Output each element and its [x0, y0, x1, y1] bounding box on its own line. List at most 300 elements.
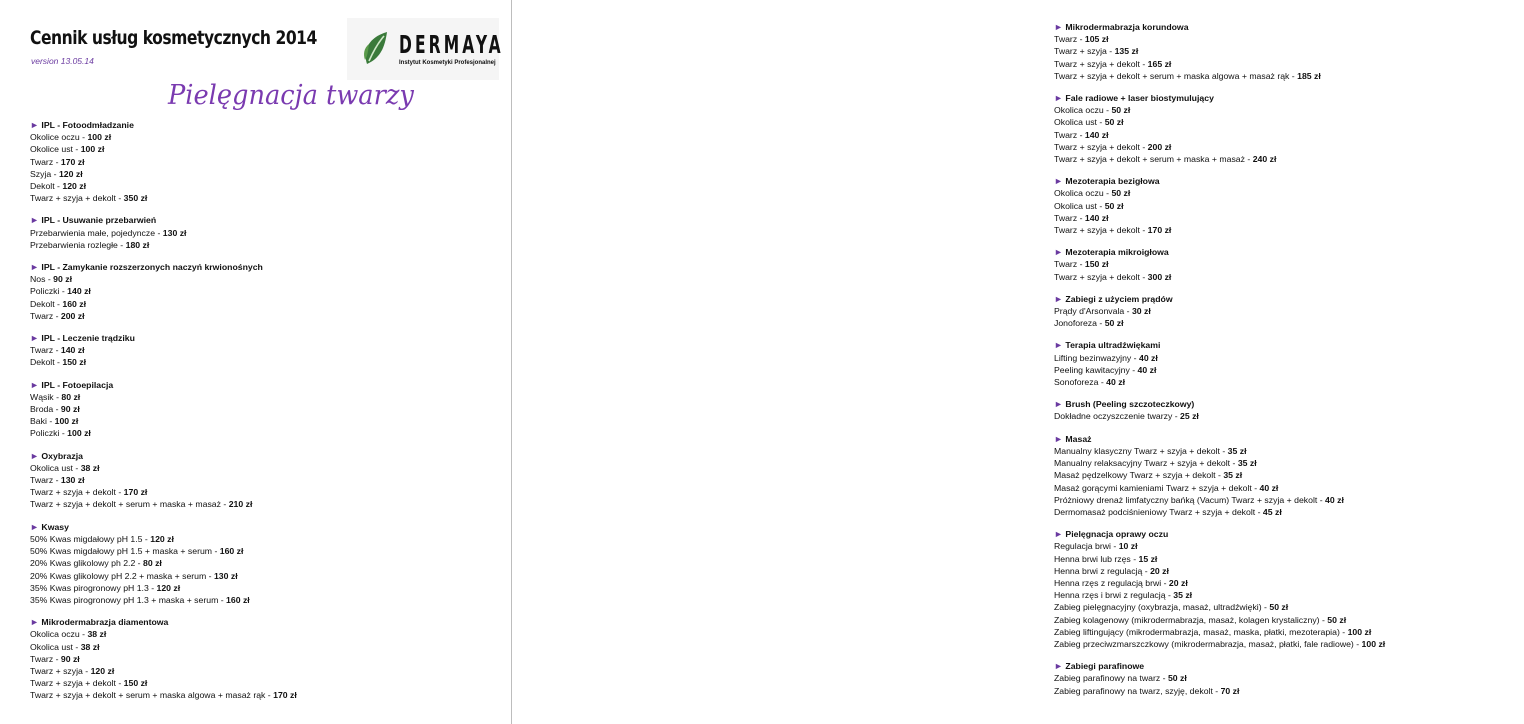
price-item [1054, 116, 1524, 128]
price-item [1054, 271, 1524, 283]
service-price: 90 zł [53, 274, 73, 285]
price-item [1054, 589, 1524, 601]
service-price: 105 zł [1084, 34, 1109, 45]
service-price: 40 zł [1138, 352, 1158, 363]
section-title-text: IPL - Leczenie trądziku [41, 333, 135, 344]
price-section [1054, 21, 1524, 82]
price-section [1054, 175, 1524, 236]
price-item [30, 356, 500, 368]
price-item [1054, 200, 1524, 212]
service-price: 50 zł [1104, 318, 1124, 329]
service-name: Twarz - [30, 475, 61, 486]
service-price: 200 zł [1147, 141, 1172, 152]
triangle-right-icon: ► [30, 521, 42, 532]
service-name: Wąsik - [30, 391, 62, 402]
price-item [30, 344, 500, 356]
section-title-text: IPL - Fotoepilacja [41, 379, 114, 390]
triangle-right-icon: ► [1054, 176, 1066, 187]
service-price: 40 zł [1137, 364, 1157, 375]
price-item [30, 545, 500, 557]
service-price: 25 zł [1180, 411, 1199, 422]
service-name: Twarz + szyja + dekolt - [1054, 225, 1148, 236]
price-item [30, 628, 500, 640]
section-title-text: IPL - Zamykanie rozszerzonych naczyń krwionośnych [41, 262, 263, 273]
service-price: 40 zł [1106, 377, 1125, 388]
price-section [1054, 293, 1524, 330]
price-item [1054, 224, 1524, 236]
service-price: 140 zł [60, 345, 85, 356]
price-item [1054, 317, 1524, 329]
service-price: 170 zł [1147, 225, 1172, 236]
section-title [1054, 398, 1524, 410]
service-name: Okolice oczu - [30, 132, 88, 143]
service-price: 38 zł [80, 462, 100, 473]
leaf-icon [361, 30, 391, 66]
triangle-right-icon: ► [30, 450, 42, 461]
service-name: Dermomasaż podciśnieniowy Twarz + szyja + dekolt - [1054, 506, 1263, 517]
price-section [1054, 398, 1524, 422]
service-name: Dokładne oczyszczenie twarzy - [1054, 411, 1181, 422]
service-price: 80 zł [61, 391, 81, 402]
triangle-right-icon: ► [30, 215, 42, 226]
service-price: 50 zł [1111, 188, 1131, 199]
service-name: Masaż gorącymi kamieniami Twarz + szyja + dekolt - [1054, 482, 1260, 493]
service-name: Dekolt - [30, 181, 63, 192]
service-price: 40 zł [1325, 494, 1344, 505]
price-item [30, 498, 500, 510]
dermaya-logo [347, 18, 504, 80]
service-price: 160 zł [219, 546, 244, 557]
price-section [30, 521, 500, 606]
service-price: 135 zł [1114, 46, 1139, 57]
service-name: Twarz - [30, 653, 61, 664]
service-name: Twarz - [30, 156, 61, 167]
price-item [30, 180, 500, 192]
service-name: 50% Kwas migdałowy pH 1.5 - [30, 533, 151, 544]
service-price: 35 zł [1173, 590, 1193, 601]
price-item [30, 486, 500, 498]
service-price: 165 zł [1147, 58, 1172, 69]
section-title [30, 261, 500, 273]
price-item [1054, 626, 1524, 638]
service-price: 130 zł [213, 570, 238, 581]
price-section [30, 332, 500, 369]
service-price: 50 zł [1327, 614, 1347, 625]
price-item [1054, 445, 1524, 457]
price-item [30, 557, 500, 569]
price-section [30, 119, 500, 204]
service-name: Twarz + szyja + dekolt - [1054, 141, 1148, 152]
price-section [1054, 528, 1524, 650]
price-item [30, 462, 500, 474]
service-name: Okolica ust - [1054, 117, 1105, 128]
service-name: Twarz + szyja + dekolt + serum + maska algowa + masaż rąk - [1054, 70, 1298, 81]
price-item [1054, 577, 1524, 589]
section-title-text: Kwasy [41, 521, 69, 532]
price-item [30, 310, 500, 322]
price-item [30, 533, 500, 545]
price-item [1054, 553, 1524, 565]
service-name: Twarz + szyja + dekolt + serum + maska + masaż - [1054, 154, 1253, 165]
price-item [30, 582, 500, 594]
service-price: 240 zł [1252, 154, 1277, 165]
service-name: Twarz + szyja + dekolt - [1054, 271, 1148, 282]
service-name: Regulacja brwi - [1054, 541, 1119, 552]
service-price: 120 zł [58, 168, 83, 179]
service-name: Okolica ust - [1054, 200, 1105, 211]
section-title [30, 521, 500, 533]
section-title-text: Mikrodermabrazja korundowa [1065, 22, 1189, 32]
service-price: 160 zł [62, 298, 87, 309]
service-price: 120 zł [156, 582, 181, 593]
service-name: Broda - [30, 404, 61, 415]
service-price: 30 zł [1131, 306, 1151, 317]
service-price: 50 zł [1104, 117, 1124, 128]
right-price-column [1054, 21, 1524, 707]
service-price: 40 zł [1259, 482, 1279, 493]
section-title [1054, 660, 1524, 672]
triangle-right-icon: ► [1054, 433, 1066, 444]
service-price: 130 zł [162, 227, 187, 238]
price-item [30, 298, 500, 310]
price-item [1054, 469, 1524, 481]
price-item [30, 474, 500, 486]
service-price: 100 zł [67, 428, 91, 439]
service-name: Twarz + szyja + dekolt - [30, 487, 124, 498]
service-price: 20 zł [1150, 565, 1169, 576]
service-name: Twarz + szyja + dekolt - [1054, 58, 1148, 69]
triangle-right-icon: ► [1054, 529, 1066, 540]
price-item [1054, 506, 1524, 518]
section-title [1054, 339, 1524, 351]
service-price: 50 zł [1111, 105, 1131, 116]
service-name: Twarz - [1054, 212, 1085, 223]
section-title [30, 616, 500, 628]
triangle-right-icon: ► [1054, 247, 1066, 258]
service-name: Twarz - [30, 345, 61, 356]
triangle-right-icon: ► [1054, 93, 1066, 104]
price-item [1054, 614, 1524, 626]
price-item [1054, 376, 1524, 388]
section-title-text: Terapia ultradźwiękami [1065, 340, 1161, 351]
service-price: 100 zł [54, 416, 79, 427]
section-title [1054, 175, 1524, 187]
section-title-text: Masaż [1065, 433, 1092, 444]
price-item [30, 285, 500, 297]
section-title [30, 214, 500, 226]
service-name: Henna brwi z regulacją - [1054, 565, 1151, 576]
price-item [1054, 305, 1524, 317]
service-name: Twarz - [1054, 34, 1085, 45]
service-name: Okolica ust - [30, 641, 81, 652]
service-name: Próżniowy drenaż limfatyczny bańką (Vacum) Twarz + szyja + dekolt - [1054, 494, 1326, 505]
service-price: 120 zł [62, 181, 87, 192]
triangle-right-icon: ► [1054, 399, 1066, 410]
price-item [1054, 601, 1524, 613]
service-price: 10 zł [1118, 541, 1138, 552]
price-item [1054, 410, 1524, 422]
service-price: 100 zł [87, 132, 112, 143]
service-price: 100 zł [1361, 638, 1386, 649]
service-name: Zabieg parafinowy na twarz, szyję, dekolt - [1054, 685, 1221, 696]
service-price: 300 zł [1147, 271, 1172, 282]
section-title [1054, 246, 1524, 258]
service-name: Okolica oczu - [30, 629, 88, 640]
price-item [30, 391, 500, 403]
service-price: 50 zł [1167, 673, 1187, 684]
service-price: 170 zł [60, 156, 85, 167]
service-price: 140 zł [1084, 129, 1109, 140]
price-item [1054, 565, 1524, 577]
price-item [30, 156, 500, 168]
price-item [1054, 364, 1524, 376]
section-title [30, 332, 500, 344]
service-name: Zabieg parafinowy na twarz - [1054, 673, 1168, 684]
triangle-right-icon: ► [30, 120, 42, 130]
service-price: 38 zł [87, 629, 107, 640]
service-price: 50 zł [1269, 602, 1289, 613]
service-price: 35 zł [1223, 470, 1243, 481]
service-price: 150 zł [1084, 259, 1109, 270]
service-price: 210 zł [228, 499, 253, 510]
service-price: 90 zł [60, 653, 80, 664]
price-item [30, 239, 500, 251]
price-item [30, 273, 500, 285]
service-name: Twarz + szyja + dekolt - [30, 678, 124, 689]
price-section [30, 450, 500, 511]
service-name: Masaż pędzelkowy Twarz + szyja + dekolt - [1054, 470, 1224, 481]
left-page [0, 0, 511, 724]
service-name: Okolica oczu - [1054, 105, 1112, 116]
section-title-text: Zabiegi z użyciem prądów [1065, 293, 1173, 304]
section-title-text: Pielęgnacja oprawy oczu [1065, 529, 1169, 540]
price-item [30, 641, 500, 653]
section-title [30, 119, 500, 131]
price-item [1054, 482, 1524, 494]
service-name: Okolica ust - [30, 462, 81, 473]
section-title-text: Oxybrazja [41, 450, 83, 461]
price-item [30, 403, 500, 415]
service-name: Policzki - [30, 428, 68, 439]
service-price: 45 zł [1262, 506, 1282, 517]
service-name: Zabieg liftingujący (mikrodermabrazja, masaż, maska, płatki, mezoterapia) - [1054, 626, 1348, 637]
service-name: Twarz + szyja + dekolt - [30, 193, 124, 204]
service-name: Nos - [30, 274, 54, 285]
service-name: Twarz + szyja + dekolt + serum + maska algowa + masaż rąk - [30, 690, 274, 701]
price-item [30, 677, 500, 689]
price-section [1054, 246, 1524, 283]
service-name: Henna rzęs i brwi z regulacją - [1054, 590, 1174, 601]
service-name: Zabieg pielęgnacyjny (oxybrazja, masaż, ultradźwięki) - [1054, 602, 1270, 613]
price-item [1054, 540, 1524, 552]
price-item [30, 131, 500, 143]
triangle-right-icon: ► [1054, 22, 1066, 32]
triangle-right-icon: ► [1054, 293, 1066, 304]
service-name: Twarz - [1054, 259, 1085, 270]
price-item [1054, 45, 1524, 57]
service-name: Baki - [30, 416, 55, 427]
service-name: Zabieg kolagenowy (mikrodermabrazja, masaż, kolagen krystaliczny) - [1054, 614, 1328, 625]
service-name: 35% Kwas pirogronowy pH 1.3 + maska + serum - [30, 594, 227, 605]
service-price: 120 zł [90, 665, 115, 676]
price-item [1054, 212, 1524, 224]
service-name: Manualny klasyczny Twarz + szyja + dekolt - [1054, 445, 1228, 456]
section-title-text: Fale radiowe + laser biostymulujący [1065, 93, 1214, 104]
service-price: 180 zł [125, 239, 150, 250]
section-title [1054, 92, 1524, 104]
section-title-text: Mezoterapia bezigłowa [1065, 176, 1160, 187]
service-name: Przebarwienia małe, pojedyncze - [30, 227, 163, 238]
section-title [1054, 528, 1524, 540]
price-item [30, 143, 500, 155]
service-name: Manualny relaksacyjny Twarz + szyja + dekolt - [1054, 458, 1238, 469]
service-name: Przebarwienia rozległe - [30, 239, 126, 250]
price-item [1054, 129, 1524, 141]
service-name: Prądy d'Arsonvala - [1054, 306, 1132, 317]
price-item [30, 192, 500, 204]
service-price: 15 zł [1138, 553, 1158, 564]
service-price: 90 zł [60, 404, 80, 415]
section-title-text: Zabiegi parafinowe [1065, 661, 1145, 672]
section-title [1054, 21, 1524, 33]
service-price: 100 zł [80, 144, 105, 155]
service-price: 70 zł [1220, 685, 1240, 696]
service-name: Sonoforeza - [1054, 377, 1107, 388]
service-price: 80 zł [143, 558, 162, 569]
price-item [1054, 33, 1524, 45]
service-name: Policzki - [30, 286, 68, 297]
service-name: 20% Kwas glikolowy ph 2.2 - [30, 558, 143, 569]
price-section [30, 261, 500, 322]
service-name: Twarz - [1054, 129, 1085, 140]
price-item [1054, 685, 1524, 697]
service-price: 350 zł [123, 193, 148, 204]
price-section [30, 379, 500, 440]
service-name: Lifting bezinwazyjny - [1054, 352, 1139, 363]
section-title-text: IPL - Fotoodmładzanie [41, 120, 134, 130]
price-item [1054, 672, 1524, 684]
price-section [30, 616, 500, 701]
logo-brand: DERMAYA [399, 30, 504, 59]
service-name: Szyja - [30, 168, 59, 179]
section-title-text: Brush (Peeling szczoteczkowy) [1065, 399, 1195, 410]
service-price: 170 zł [273, 690, 297, 701]
triangle-right-icon: ► [30, 379, 42, 390]
price-item [1054, 58, 1524, 70]
price-section [1054, 92, 1524, 165]
price-item [1054, 141, 1524, 153]
service-name: Dekolt - [30, 357, 63, 368]
service-price: 35 zł [1227, 445, 1247, 456]
service-price: 150 zł [123, 678, 148, 689]
section-title-text: Mezoterapia mikroigłowa [1065, 247, 1169, 258]
version-label: version 13.05.14 [31, 56, 94, 66]
service-name: Henna brwi lub rzęs - [1054, 553, 1139, 564]
section-title [30, 379, 500, 391]
price-item [1054, 258, 1524, 270]
logo-subtitle: Instytut Kosmetyki Profesjonalnej [399, 60, 496, 66]
triangle-right-icon: ► [30, 617, 42, 628]
service-price: 35 zł [1237, 458, 1257, 469]
service-price: 140 zł [1084, 212, 1109, 223]
service-price: 140 zł [67, 286, 91, 297]
section-title-text: IPL - Usuwanie przebarwień [41, 215, 157, 226]
service-name: 50% Kwas migdałowy pH 1.5 + maska + serum - [30, 546, 220, 557]
service-price: 170 zł [123, 487, 148, 498]
triangle-right-icon: ► [1054, 661, 1066, 672]
service-price: 20 zł [1168, 577, 1188, 588]
price-item [30, 168, 500, 180]
right-page [513, 0, 1386, 724]
service-name: Peeling kawitacyjny - [1054, 364, 1138, 375]
price-item [1054, 104, 1524, 116]
section-title [1054, 293, 1524, 305]
service-name: Twarz - [30, 310, 61, 321]
service-price: 120 zł [150, 533, 174, 544]
service-name: Okolica oczu - [1054, 188, 1112, 199]
price-section [1054, 339, 1524, 388]
page-divider [511, 0, 512, 724]
price-item [30, 665, 500, 677]
section-title-text: Mikrodermabrazja diamentowa [41, 617, 169, 628]
service-price: 50 zł [1104, 200, 1124, 211]
service-price: 160 zł [226, 594, 250, 605]
triangle-right-icon: ► [30, 262, 42, 273]
service-name: Dekolt - [30, 298, 63, 309]
price-item [1054, 153, 1524, 165]
triangle-right-icon: ► [30, 333, 42, 344]
price-item [1054, 70, 1524, 82]
price-item [1054, 638, 1524, 650]
service-price: 38 zł [80, 641, 100, 652]
service-name: 35% Kwas pirogronowy pH 1.3 - [30, 582, 157, 593]
price-item [30, 227, 500, 239]
price-item [30, 653, 500, 665]
service-name: Twarz + szyja - [30, 665, 91, 676]
service-price: 200 zł [60, 310, 85, 321]
service-name: Zabieg przeciwzmarszczkowy (mikrodermabrazja, masaż, płatki, fale radiowe) - [1054, 638, 1362, 649]
service-price: 130 zł [60, 475, 85, 486]
section-title [30, 450, 500, 462]
service-price: 150 zł [62, 357, 87, 368]
service-name: Jonoforeza - [1054, 318, 1105, 329]
service-name: Henna rzęs z regulacją brwi - [1054, 577, 1169, 588]
page-title: Cennik usług kosmetycznych 2014 [30, 27, 317, 49]
price-item [1054, 457, 1524, 469]
service-name: 20% Kwas glikolowy pH 2.2 + maska + serum - [30, 570, 214, 581]
price-item [1054, 494, 1524, 506]
price-item [30, 427, 500, 439]
price-item [30, 689, 500, 701]
section-heading: Pielęgnacja twarzy [168, 80, 414, 111]
section-title [1054, 433, 1524, 445]
price-section [30, 214, 500, 251]
price-item [30, 594, 500, 606]
price-item [1054, 352, 1524, 364]
price-section [1054, 660, 1524, 697]
triangle-right-icon: ► [1054, 340, 1066, 351]
price-item [30, 415, 500, 427]
price-item [30, 570, 500, 582]
service-name: Twarz + szyja - [1054, 46, 1115, 57]
service-name: Twarz + szyja + dekolt + serum + maska + masaż - [30, 499, 229, 510]
service-price: 185 zł [1297, 70, 1321, 81]
service-name: Okolice ust - [30, 144, 81, 155]
price-item [1054, 187, 1524, 199]
left-price-column [30, 119, 500, 712]
price-section [1054, 433, 1524, 518]
service-price: 100 zł [1347, 626, 1372, 637]
